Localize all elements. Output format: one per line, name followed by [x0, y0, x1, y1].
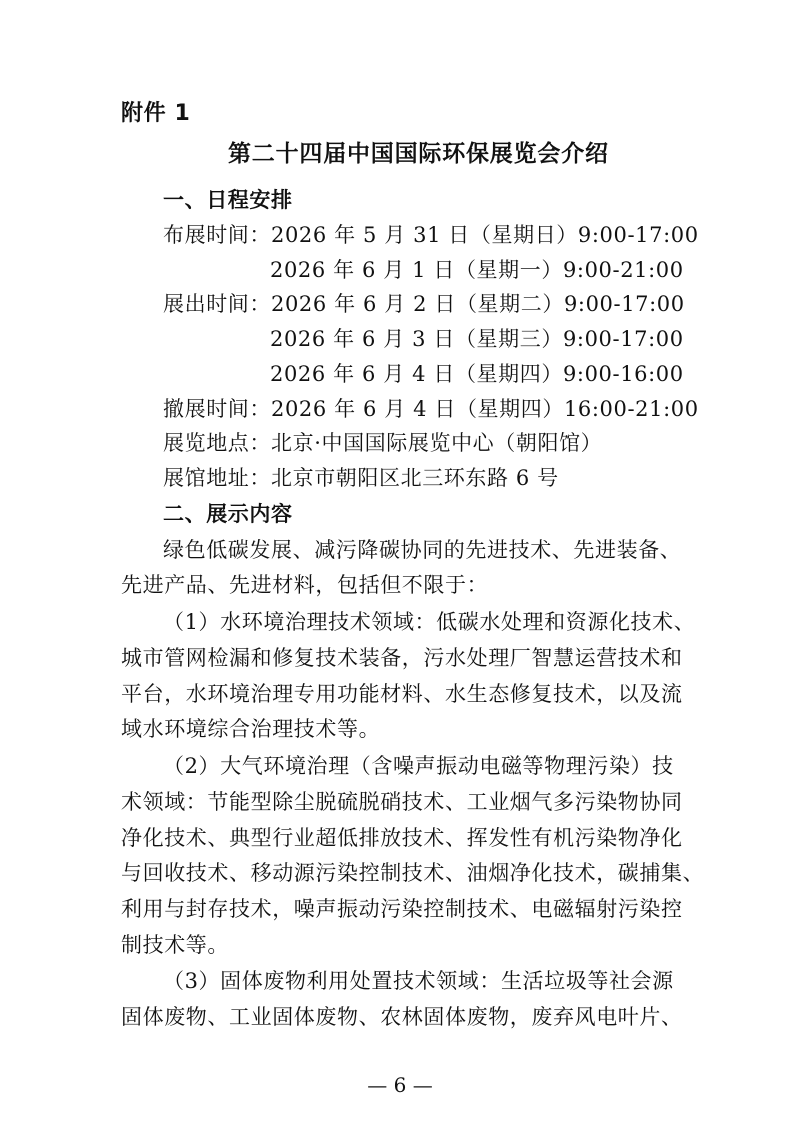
address-value: 北京市朝阳区北三环东路 6 号 — [271, 466, 559, 490]
page-number: — 6 — — [367, 1073, 433, 1097]
schedule-label: 展出时间： — [163, 292, 271, 316]
schedule-label: 撤展时间： — [163, 397, 271, 421]
paragraph-line: （2）大气环境治理（含噪声振动电磁等物理污染）技 — [163, 754, 674, 778]
attachment-label: 附件 1 — [121, 101, 191, 126]
paragraph-line: 术领域：节能型除尘脱硫脱硝技术、工业烟气多污染物协同 — [121, 790, 683, 814]
paragraph-line: 先进产品、先进材料，包括但不限于： — [121, 573, 489, 597]
schedule-value: 2026 年 5 月 31 日（星期日）9:00-17:00 — [271, 223, 699, 247]
venue-row — [163, 430, 602, 456]
paragraph-line: 净化技术、典型行业超低排放技术、挥发性有机污染物净化 — [121, 826, 683, 850]
paragraph-line: 平台，水环境治理专用功能材料、水生态修复技术，以及流 — [121, 682, 683, 706]
paragraph-line: 与回收技术、移动源污染控制技术、油烟净化技术，碳捕集、 — [121, 861, 705, 885]
schedule-value: 2026 年 6 月 3 日（星期三）9:00-17:00 — [270, 327, 684, 351]
paragraph-line: 固体废物、工业固体废物、农林固体废物，废弃风电叶片、 — [121, 1005, 683, 1029]
paragraph-line: 绿色低碳发展、减污降碳协同的先进技术、先进装备、 — [163, 538, 682, 562]
section-heading-exhibits: 二、展示内容 — [163, 502, 293, 526]
address-row — [163, 465, 559, 491]
document-title: 第二十四届中国国际环保展览会介绍 — [228, 141, 609, 167]
schedule-value: 2026 年 6 月 1 日（星期一）9:00-21:00 — [270, 258, 684, 282]
schedule-value: 2026 年 6 月 4 日（星期四）16:00-21:00 — [271, 397, 699, 421]
schedule-value: 2026 年 6 月 4 日（星期四）9:00-16:00 — [270, 362, 684, 386]
schedule-row — [163, 291, 685, 317]
paragraph-line: （1）水环境治理技术领域：低碳水处理和资源化技术、 — [163, 610, 696, 634]
section-heading-schedule: 一、日程安排 — [163, 188, 293, 212]
venue-label: 展览地点： — [163, 431, 271, 455]
venue-value: 北京·中国国际展览中心（朝阳馆） — [271, 431, 603, 455]
paragraph-line: 城市管网检漏和修复技术装备，污水处理厂智慧运营技术和 — [121, 646, 683, 670]
paragraph-line: 利用与封存技术，噪声振动污染控制技术、电磁辐射污染控 — [121, 897, 683, 921]
schedule-row — [270, 361, 684, 387]
schedule-row — [163, 396, 699, 422]
schedule-row — [270, 257, 684, 283]
schedule-label: 布展时间： — [163, 223, 271, 247]
paragraph-line: （3）固体废物利用处置技术领域：生活垃圾等社会源 — [163, 969, 674, 993]
address-label: 展馆地址： — [163, 466, 271, 490]
paragraph-line: 制技术等。 — [121, 933, 229, 957]
paragraph-line: 域水环境综合治理技术等。 — [121, 717, 381, 741]
schedule-row — [163, 222, 699, 248]
schedule-row — [270, 326, 684, 352]
schedule-value: 2026 年 6 月 2 日（星期二）9:00-17:00 — [271, 292, 685, 316]
